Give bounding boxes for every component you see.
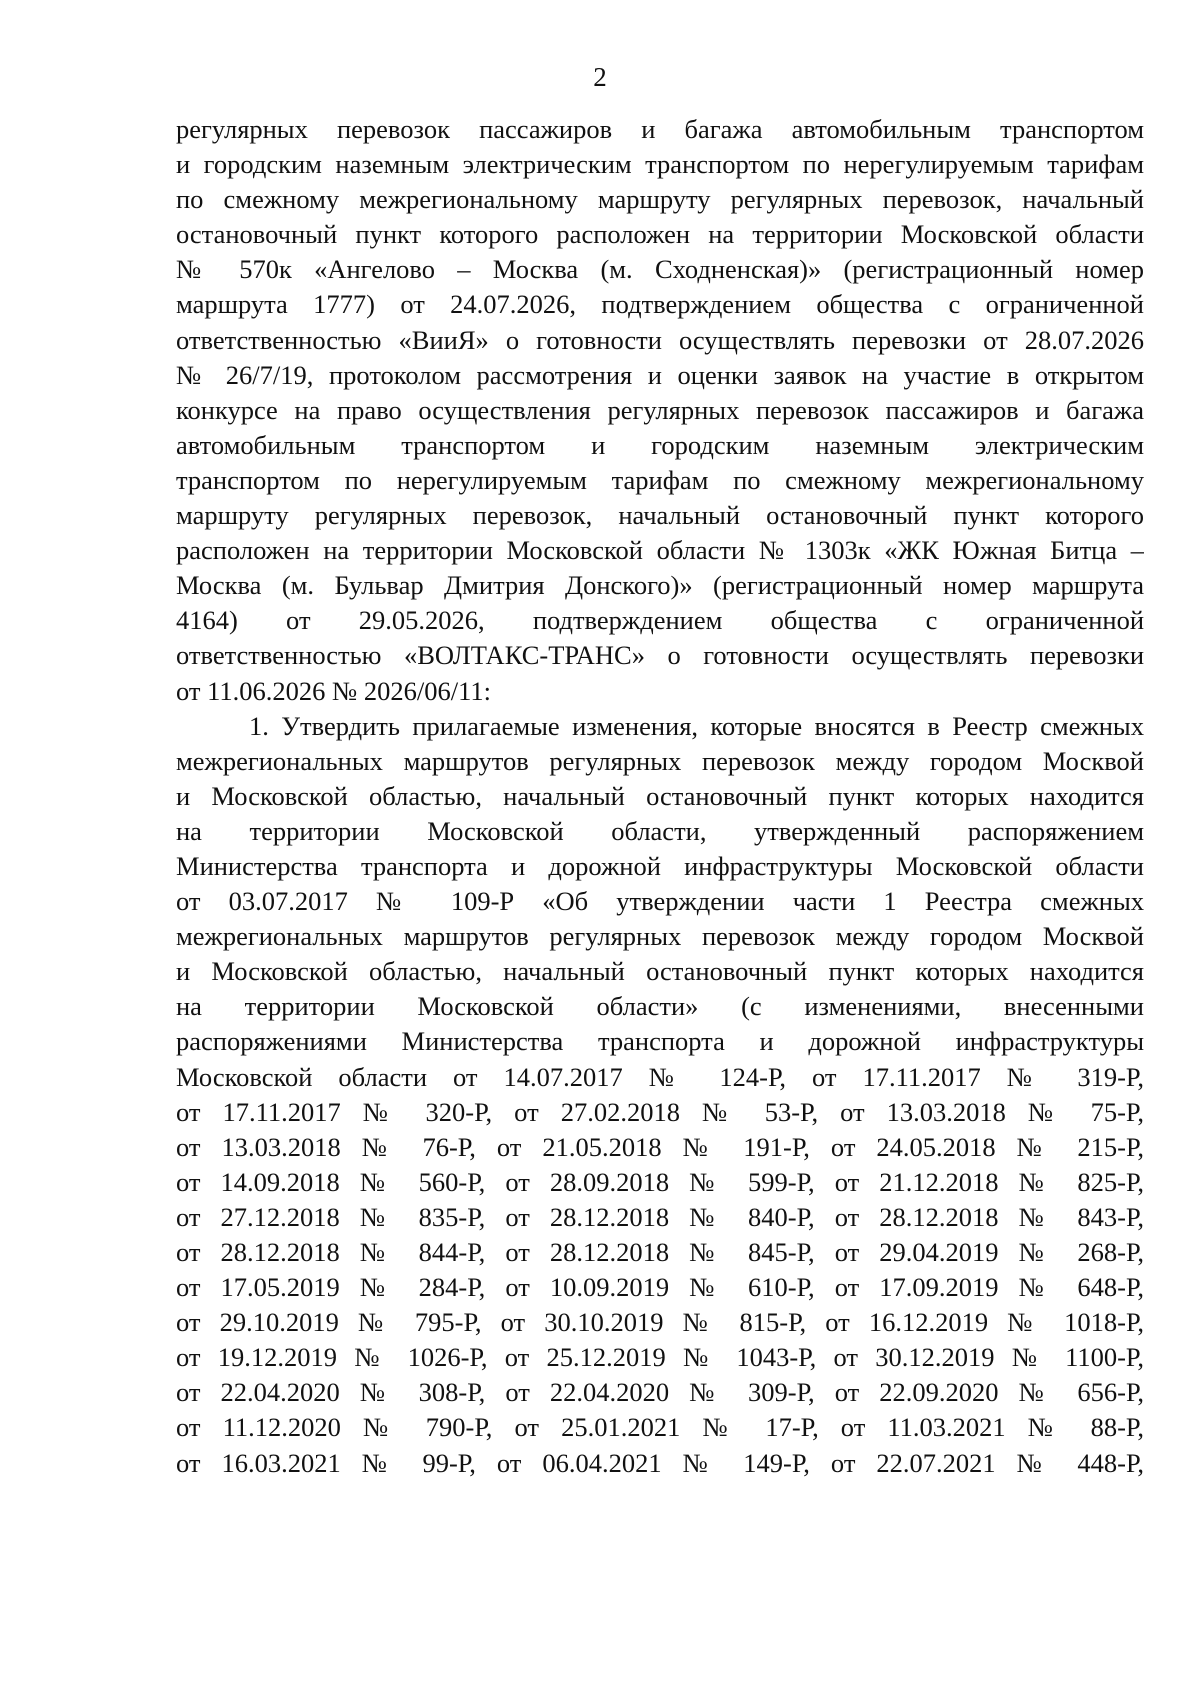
text-line: Московской области от 14.07.2017 № 124-Р, от 17.11.2017 № 319-Р,: [176, 1061, 1144, 1092]
document-body: [176, 112, 1144, 1481]
text-line: и Московской областью, начальный остановочный пункт которых находится: [176, 956, 1144, 987]
text-line: 1. Утвердить прилагаемые изменения, которые вносятся в Реестр смежных: [249, 710, 1144, 741]
text-line: Москва (м. Бульвар Дмитрия Донского)» (регистрационный номер маршрута: [176, 570, 1144, 601]
text-line: расположен на территории Московской области № 1303к «ЖК Южная Битца –: [176, 535, 1144, 566]
page-number: 2: [593, 62, 607, 92]
text-line: автомобильным транспортом и городским наземным электрическим: [176, 429, 1144, 460]
text-line: от 03.07.2017 № 109-Р «Об утверждении части 1 Реестра смежных: [176, 886, 1144, 917]
text-line: № 570к «Ангелово – Москва (м. Сходненская)» (регистрационный номер: [176, 254, 1144, 285]
text-line: маршруту регулярных перевозок, начальный остановочный пункт которого: [176, 500, 1144, 531]
text-line: № 26/7/19, протоколом рассмотрения и оценки заявок на участие в открытом: [176, 359, 1144, 390]
text-line: распоряжениями Министерства транспорта и дорожной инфраструктуры: [176, 1026, 1144, 1057]
text-line: от 28.12.2018 № 844-Р, от 28.12.2018 № 845-Р, от 29.04.2019 № 268-Р,: [176, 1237, 1144, 1267]
text-line: 4164) от 29.05.2026, подтверждением общества с ограниченной: [176, 605, 1144, 636]
text-line: от 29.10.2019 № 795-Р, от 30.10.2019 № 815-Р, от 16.12.2019 № 1018-Р,: [176, 1307, 1144, 1338]
text-line: по смежному межрегиональному маршруту регулярных перевозок, начальный: [176, 184, 1144, 215]
text-line: от 27.12.2018 № 835-Р, от 28.12.2018 № 840-Р, от 28.12.2018 № 843-Р,: [176, 1201, 1144, 1232]
text-line: на территории Московской области, утвержденный распоряжением: [176, 815, 1144, 846]
text-line: транспортом по нерегулируемым тарифам по смежному межрегиональному: [176, 464, 1144, 495]
text-line: межрегиональных маршрутов регулярных перевозок между городом Москвой: [176, 745, 1144, 776]
text-line: конкурсе на право осуществления регулярных перевозок пассажиров и багажа: [176, 394, 1144, 425]
text-line: регулярных перевозок пассажиров и багажа автомобильным транспортом: [176, 114, 1144, 144]
text-line: от 11.06.2026 № 2026/06/11:: [176, 675, 492, 706]
text-line: маршрута 1777) от 24.07.2026, подтверждением общества с ограниченной: [176, 289, 1144, 320]
text-line: ответственностью «ВОЛТАКС-ТРАНС» о готовности осуществлять перевозки: [176, 640, 1144, 671]
text-line: от 16.03.2021 № 99-Р, от 06.04.2021 № 149-Р, от 22.07.2021 № 448-Р,: [176, 1447, 1144, 1478]
text-line: и городским наземным электрическим транспортом по нерегулируемым тарифам: [176, 149, 1144, 180]
text-line: от 19.12.2019 № 1026-Р, от 25.12.2019 № 1043-Р, от 30.12.2019 № 1100-Р,: [176, 1342, 1144, 1373]
text-line: от 17.05.2019 № 284-Р, от 10.09.2019 № 610-Р, от 17.09.2019 № 648-Р,: [176, 1272, 1144, 1303]
text-line: ответственностью «ВииЯ» о готовности осуществлять перевозки от 28.07.2026: [176, 324, 1144, 355]
text-line: от 11.12.2020 № 790-Р, от 25.01.2021 № 17-Р, от 11.03.2021 № 88-Р,: [176, 1412, 1144, 1443]
text-line: от 13.03.2018 № 76-Р, от 21.05.2018 № 191-Р, от 24.05.2018 № 215-Р,: [176, 1131, 1144, 1162]
text-line: Министерства транспорта и дорожной инфраструктуры Московской области: [176, 850, 1144, 881]
text-line: от 14.09.2018 № 560-Р, от 28.09.2018 № 599-Р, от 21.12.2018 № 825-Р,: [176, 1166, 1144, 1197]
text-line: на территории Московской области» (с изменениями, внесенными: [176, 991, 1144, 1022]
text-line: и Московской областью, начальный остановочный пункт которых находится: [176, 780, 1144, 811]
text-line: межрегиональных маршрутов регулярных перевозок между городом Москвой: [176, 921, 1144, 952]
text-line: остановочный пункт которого расположен на территории Московской области: [176, 219, 1144, 250]
text-line: от 17.11.2017 № 320-Р, от 27.02.2018 № 53-Р, от 13.03.2018 № 75-Р,: [176, 1096, 1144, 1127]
text-line: от 22.04.2020 № 308-Р, от 22.04.2020 № 309-Р, от 22.09.2020 № 656-Р,: [176, 1377, 1144, 1408]
